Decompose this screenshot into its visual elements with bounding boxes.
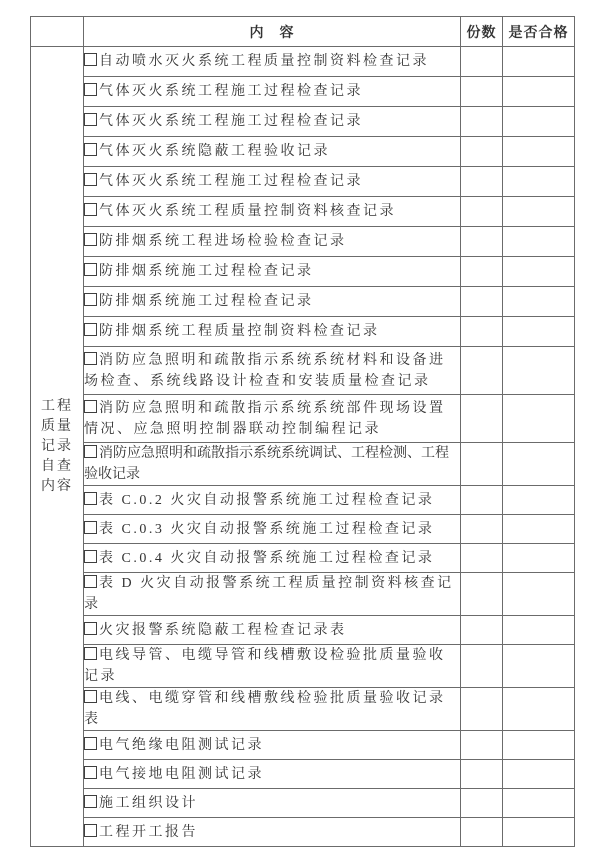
checklist-item-label: 气体灭火系统工程施工过程检查记录 [99,174,363,189]
table-row [31,443,575,486]
item-cell [84,645,461,688]
table-row [31,197,575,227]
copies-cell [461,443,503,486]
item-cell [84,573,461,616]
copies-cell [461,137,503,167]
col-header-content: 内 容 [84,17,461,47]
item-cell [84,486,461,515]
qualified-cell [503,47,575,77]
table-row [31,789,575,818]
checklist-item-label: 自动喷水灭火系统工程质量控制资料检查记录 [99,54,429,69]
table-head [31,17,575,47]
copies-cell [461,287,503,317]
table-row [31,167,575,197]
checkbox-icon [84,575,97,588]
copies-cell [461,688,503,731]
checkbox-icon [84,143,97,156]
table-row [31,688,575,731]
header-row [31,17,575,47]
checkbox-icon [84,690,97,703]
side-label-line: 质量 [41,418,73,434]
table-row [31,573,575,616]
checkbox-icon [84,83,97,96]
checkbox-icon [84,737,97,750]
checklist-item-label: 表 D 火灾自动报警系统工程质量控制资料核查记录 [84,576,454,612]
copies-cell [461,197,503,227]
checkbox-icon [84,203,97,216]
checkbox-icon [84,824,97,837]
qualified-cell [503,818,575,847]
table-row [31,347,575,395]
checklist-item-label: 火灾报警系统隐蔽工程检查记录表 [99,622,347,638]
copies-cell [461,486,503,515]
table-row [31,616,575,645]
item-cell [84,443,461,486]
qualified-cell [503,317,575,347]
checklist-item-label: 表 C.0.2 火灾自动报警系统施工过程检查记录 [99,492,435,508]
checklist-item-label: 消防应急照明和疏散指示系统系统部件现场设置情况、应急照明控制器联动控制编程记录 [84,400,446,437]
item-cell [84,515,461,544]
checkbox-icon [84,647,97,660]
copies-cell [461,818,503,847]
checkbox-icon [84,323,97,336]
item-cell [84,137,461,167]
item-cell [84,47,461,77]
table-body [31,47,575,847]
side-label-line: 内容 [41,478,73,494]
copies-cell [461,107,503,137]
copies-cell [461,317,503,347]
copies-cell [461,257,503,287]
qualified-cell [503,257,575,287]
qualified-cell [503,443,575,486]
self-check-table [30,16,575,847]
qualified-cell [503,645,575,688]
copies-cell [461,645,503,688]
checkbox-icon [84,113,97,126]
copies-cell [461,616,503,645]
qualified-cell [503,167,575,197]
side-label-line: 自查 [41,458,73,474]
qualified-cell [503,347,575,395]
item-cell [84,257,461,287]
qualified-cell [503,77,575,107]
table-row [31,257,575,287]
item-cell [84,789,461,818]
table-row [31,645,575,688]
checklist-item-label: 电气接地电阻测试记录 [99,766,264,782]
qualified-cell [503,616,575,645]
qualified-cell [503,107,575,137]
item-cell [84,197,461,227]
checkbox-icon [84,622,97,635]
side-label-line: 记录 [41,438,73,454]
item-cell [84,317,461,347]
checkbox-icon [84,293,97,306]
table-row [31,107,575,137]
item-cell [84,760,461,789]
copies-cell [461,573,503,616]
checklist-item-label: 防排烟系统工程进场检验检查记录 [99,234,347,249]
item-cell [84,616,461,645]
checklist-item-label: 电线导管、电缆导管和线槽敷设检验批质量验收记录 [84,648,446,684]
table-row [31,486,575,515]
table-row [31,77,575,107]
table-row [31,818,575,847]
col-header-qualified: 是否合格 [503,17,575,47]
checklist-item-label: 气体灭火系统工程施工过程检查记录 [99,114,363,129]
side-label-line: 工程 [41,398,73,414]
item-cell [84,347,461,395]
qualified-cell [503,287,575,317]
copies-cell [461,77,503,107]
item-cell [84,395,461,443]
checklist-item-label: 消防应急照明和疏散指示系统系统调试、工程检测、工程验收记录 [84,446,449,482]
checklist-item-label: 工程开工报告 [99,824,198,840]
table-row [31,544,575,573]
checkbox-icon [84,400,97,413]
table-row [31,137,575,167]
copies-cell [461,515,503,544]
table-row [31,731,575,760]
qualified-cell [503,544,575,573]
copies-cell [461,395,503,443]
checklist-item-label: 表 C.0.3 火灾自动报警系统施工过程检查记录 [99,521,435,537]
copies-cell [461,731,503,760]
qualified-cell [503,760,575,789]
copies-cell [461,760,503,789]
checklist-item-label: 防排烟系统工程质量控制资料检查记录 [99,324,380,339]
checklist-item-label: 施工组织设计 [99,795,198,811]
qualified-cell [503,197,575,227]
copies-cell [461,347,503,395]
checkbox-icon [84,445,97,458]
checklist-item-label: 防排烟系统施工过程检查记录 [99,294,314,309]
checklist-item-label: 消防应急照明和疏散指示系统系统材料和设备进场检查、系统线路设计检查和安装质量检查记录 [84,352,446,389]
side-label [31,47,84,847]
copies-cell [461,47,503,77]
table-row [31,515,575,544]
copies-cell [461,789,503,818]
item-cell [84,731,461,760]
item-cell [84,77,461,107]
checkbox-icon [84,795,97,808]
checkbox-icon [84,233,97,246]
header-empty-cell [31,17,84,47]
checkbox-icon [84,263,97,276]
qualified-cell [503,395,575,443]
qualified-cell [503,515,575,544]
item-cell [84,287,461,317]
table-row [31,317,575,347]
table-row [31,287,575,317]
table-row [31,47,575,77]
item-cell [84,167,461,197]
checkbox-icon [84,173,97,186]
item-cell [84,227,461,257]
checklist-item-label: 电线、电缆穿管和线槽敷线检验批质量验收记录表 [84,691,446,727]
checklist-item-label: 气体灭火系统工程施工过程检查记录 [99,84,363,99]
checkbox-icon [84,53,97,66]
copies-cell [461,167,503,197]
checkbox-icon [84,492,97,505]
copies-cell [461,227,503,257]
checkbox-icon [84,521,97,534]
qualified-cell [503,789,575,818]
qualified-cell [503,573,575,616]
checklist-item-label: 气体灭火系统工程质量控制资料核查记录 [99,204,396,219]
table-row [31,227,575,257]
copies-cell [461,544,503,573]
qualified-cell [503,688,575,731]
qualified-cell [503,731,575,760]
item-cell [84,688,461,731]
checkbox-icon [84,766,97,779]
checklist-item-label: 表 C.0.4 火灾自动报警系统施工过程检查记录 [99,550,435,566]
item-cell [84,107,461,137]
qualified-cell [503,227,575,257]
checklist-item-label: 防排烟系统施工过程检查记录 [99,264,314,279]
checkbox-icon [84,352,97,365]
qualified-cell [503,486,575,515]
item-cell [84,818,461,847]
checklist-item-label: 气体灭火系统隐蔽工程验收记录 [99,144,330,159]
qualified-cell [503,137,575,167]
item-cell [84,544,461,573]
checkbox-icon [84,550,97,563]
checklist-item-label: 电气绝缘电阻测试记录 [99,737,264,753]
table-row [31,395,575,443]
table-row [31,760,575,789]
col-header-copies: 份数 [461,17,503,47]
